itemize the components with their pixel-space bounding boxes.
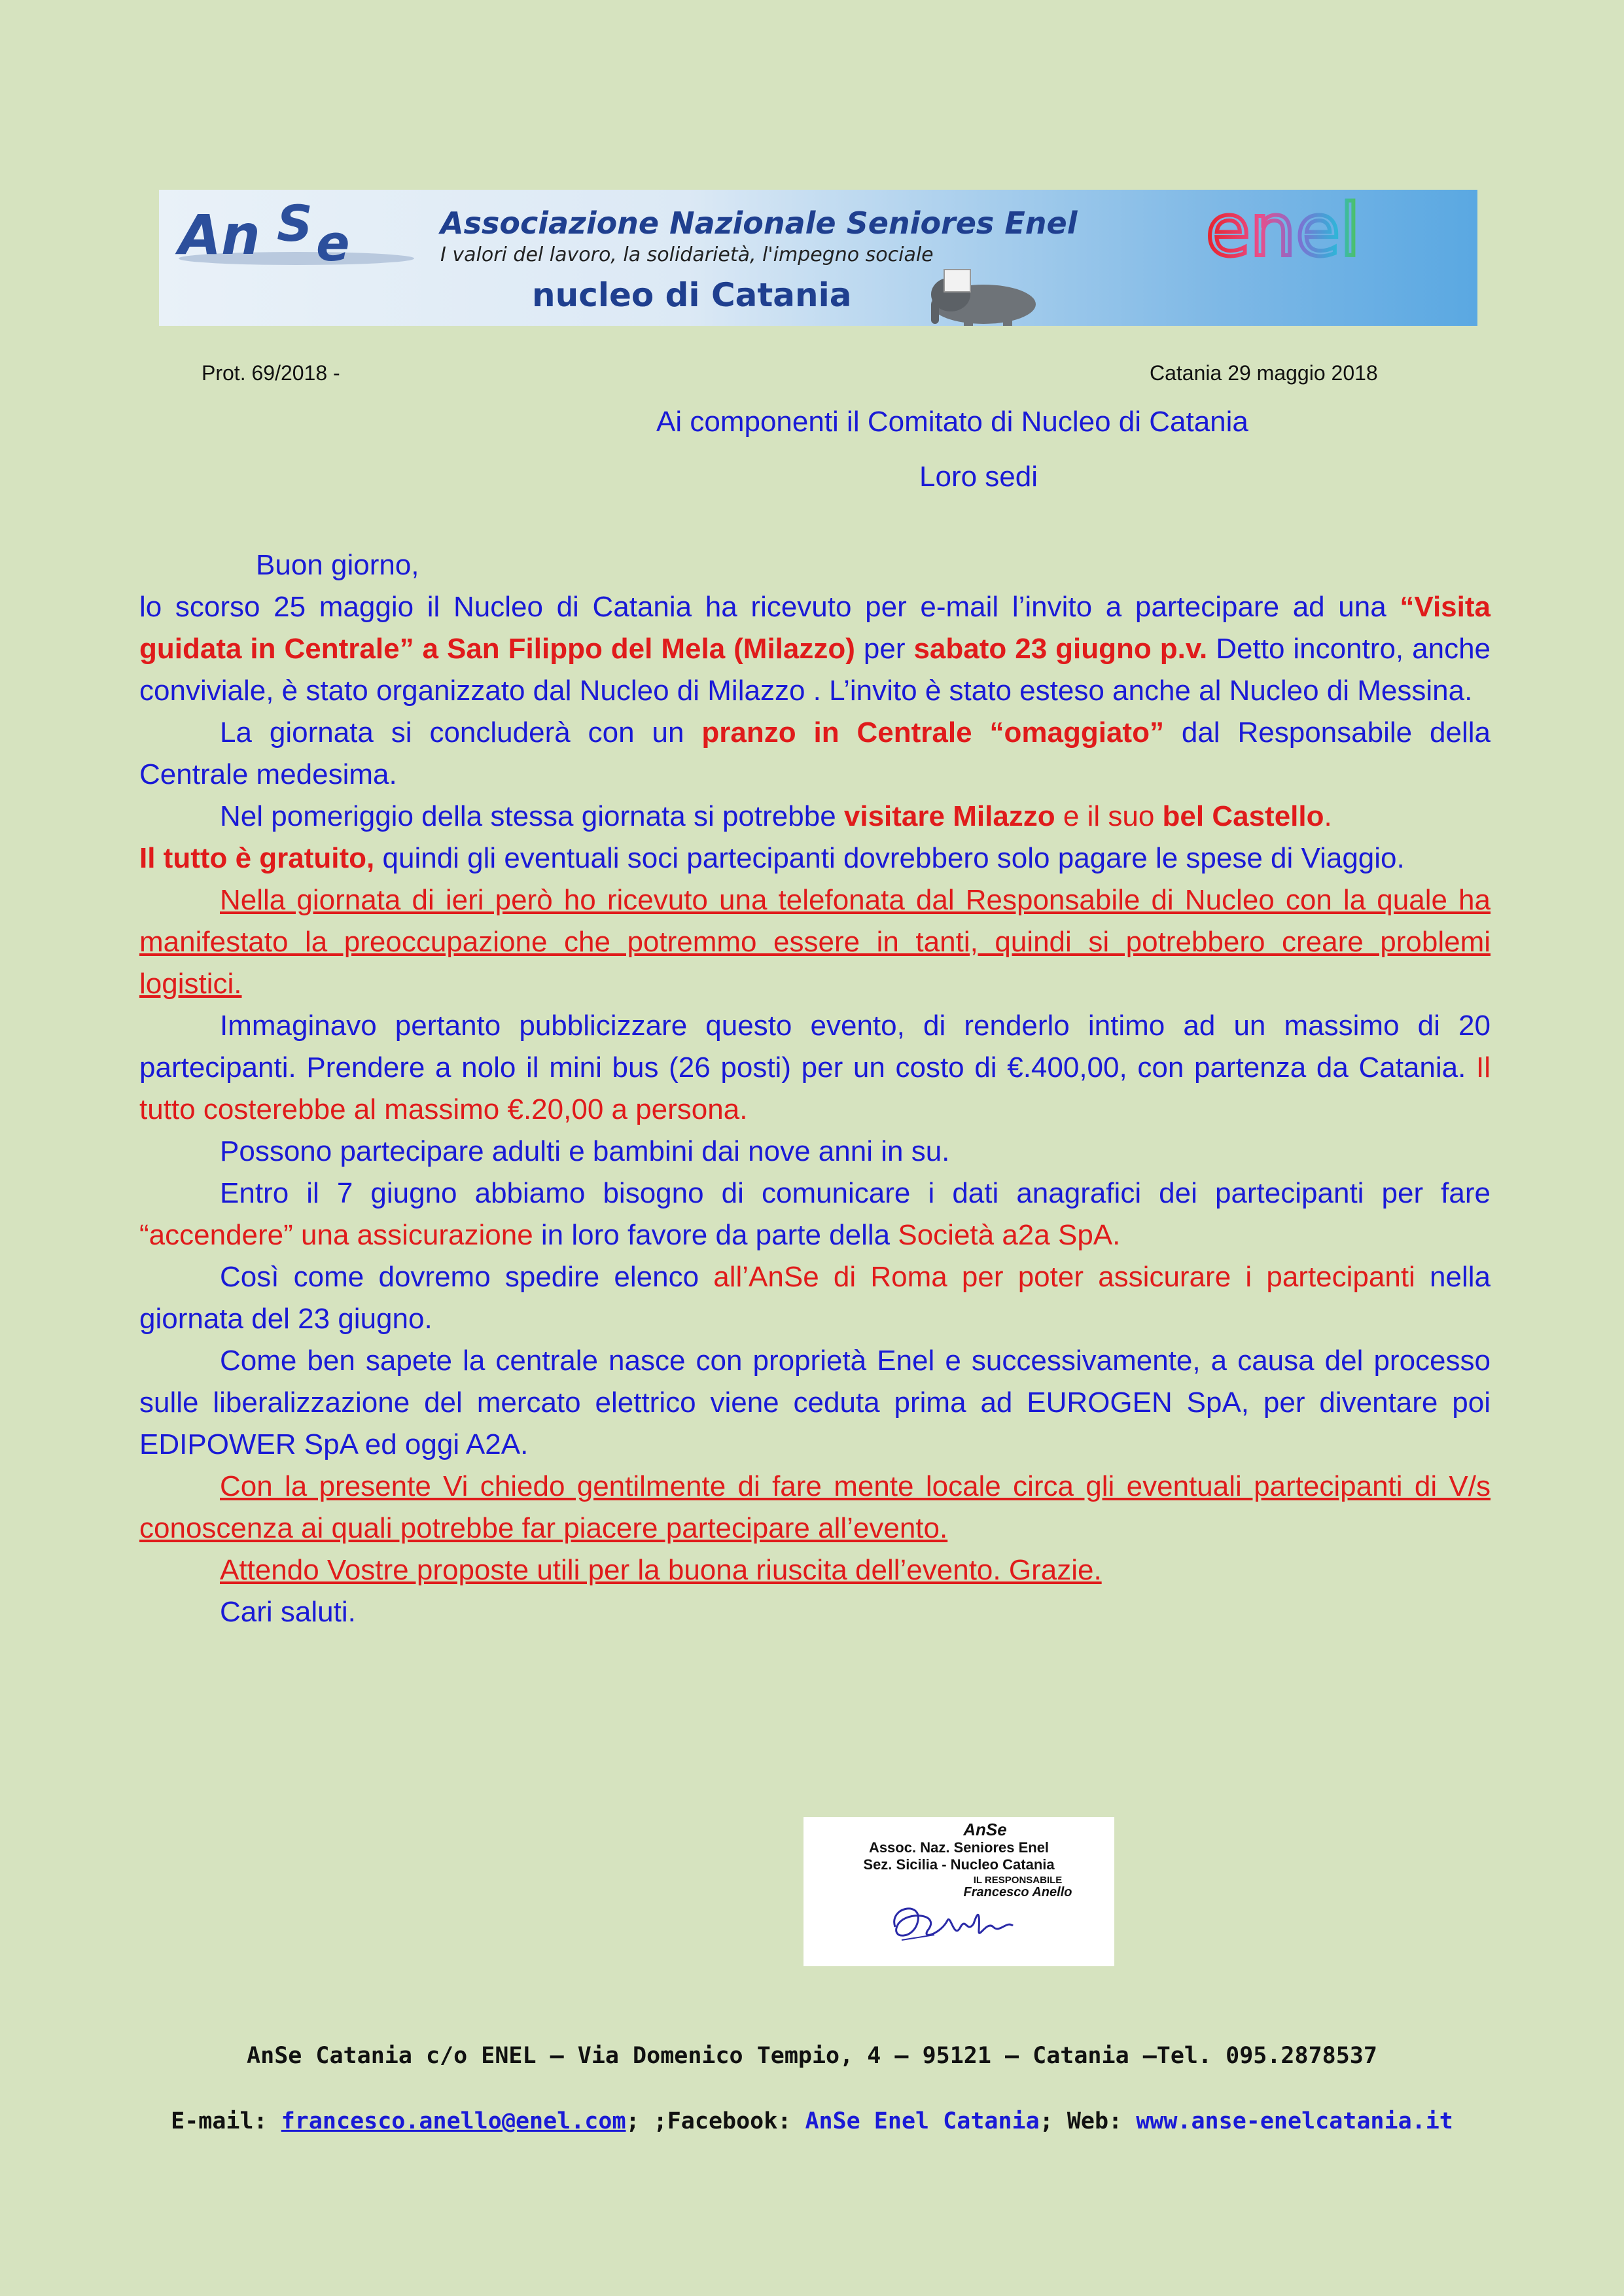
footer-separator: ; ; xyxy=(626,2108,667,2134)
banner-nucleo: nucleo di Catania xyxy=(532,276,852,314)
stamp-logo: AnSe xyxy=(963,1820,1007,1839)
web-label: Web: xyxy=(1067,2108,1137,2134)
svg-text:e: e xyxy=(316,214,350,272)
p2-lunch: pranzo in Centrale “omaggiato” xyxy=(701,716,1164,749)
paragraph-6 xyxy=(139,1005,1491,1131)
elephant-icon xyxy=(905,268,1055,326)
p3-period: . xyxy=(1324,800,1332,832)
p6-cost: Il tutto costerebbe al massimo €.20,00 a persona. xyxy=(139,1051,1491,1125)
p3-text: Nel pomeriggio della stessa giornata si potrebbe xyxy=(220,800,844,832)
protocol-number: Prot. 69/2018 - xyxy=(202,361,340,385)
p1-text-2: per xyxy=(855,633,914,665)
paragraph-5: Nella giornata di ieri però ho ricevuto una telefonata dal Responsabile di Nucleo con la quale ha manifestato la preoccupazione che potremmo essere in tanti, quindi si potrebbero creare problemi logistici. xyxy=(139,884,1491,1000)
p9-text-2: nella giornata del 23 giugno. xyxy=(139,1261,1491,1335)
paragraph-1 xyxy=(139,586,1491,712)
stamp-line-1: Assoc. Naz. Seniores Enel xyxy=(868,1839,1050,1856)
footer-address: AnSe Catania c/o ENEL – Via Domenico Tempio, 4 – 95121 – Catania –Tel. 095.2878537 xyxy=(247,2043,1377,2069)
paragraph-4 xyxy=(139,838,1491,879)
p2-text-2: dal Responsabile della Centrale medesima. xyxy=(139,716,1491,790)
enel-logo-icon xyxy=(1206,196,1468,268)
stamp-line-4: Francesco Anello xyxy=(963,1885,1072,1899)
paragraph-2 xyxy=(139,712,1491,796)
paragraph-12 xyxy=(139,1549,1491,1591)
footer-contacts xyxy=(0,2108,1624,2134)
p1-visit: “Visita guidata in Centrale” a San Filippo del Mela (Milazzo) xyxy=(139,591,1491,665)
p4-free: Il tutto è gratuito, xyxy=(139,842,375,874)
stamp-line-3: IL RESPONSABILE xyxy=(973,1875,1063,1886)
paragraph-11: Con la presente Vi chiedo gentilmente di fare mente locale circa gli eventuali partecipanti di V/s conoscenza ai quali potrebbe far piacere partecipare all’evento. xyxy=(139,1470,1491,1544)
email-link[interactable]: francesco.anello@enel.com xyxy=(281,2108,626,2134)
facebook-link[interactable]: AnSe Enel Catania xyxy=(805,2108,1040,2134)
p8-text: Entro il 7 giugno abbiamo bisogno di comunicare i dati anagrafici dei partecipanti per fare xyxy=(220,1177,1491,1209)
p12-text: Attendo Vostre proposte utili per la buona riuscita dell’evento. Grazie. xyxy=(220,1554,1102,1586)
paragraph-3 xyxy=(139,796,1491,838)
web-link[interactable]: www.anse-enelcatania.it xyxy=(1136,2108,1453,2134)
header-banner xyxy=(159,190,1477,326)
footer-separator-2: ; xyxy=(1039,2108,1067,2134)
svg-text:enel: enel xyxy=(1206,196,1360,268)
closing: Cari saluti. xyxy=(220,1596,356,1628)
letter-date: Catania 29 maggio 2018 xyxy=(1150,361,1378,385)
p3-visit-milazzo: visitare Milazzo xyxy=(843,800,1055,832)
signature-stamp xyxy=(803,1817,1114,1966)
handwritten-signature xyxy=(882,1894,1026,1953)
paragraph-7: Possono partecipare adulti e bambini dai nove anni in su. xyxy=(220,1135,950,1167)
greeting: Buon giorno, xyxy=(256,549,419,581)
p3-castle: bel Castello xyxy=(1162,800,1324,832)
p4-text: quindi gli eventuali soci partecipanti dovrebbero solo pagare le spese di Viaggio. xyxy=(374,842,1405,874)
paragraph-10: Come ben sapete la centrale nasce con proprietà Enel e successivamente, a causa del processo sulle liberalizzazione del mercato elettrico viene ceduta prima ad EUROGEN SpA, per diventare poi EDIPOWER SpA ed oggi A2A. xyxy=(139,1345,1491,1460)
svg-text:An: An xyxy=(179,203,260,267)
p9-text: Così come dovremo spedire elenco xyxy=(220,1261,714,1293)
p9-anse-roma: all’AnSe di Roma per poter assicurare i partecipanti xyxy=(713,1261,1415,1293)
p8-text-2: in loro favore da parte della xyxy=(533,1219,898,1251)
banner-title: Associazione Nazionale Seniores Enel xyxy=(440,205,1078,241)
loro-sedi: Loro sedi xyxy=(919,461,1038,493)
p1-date: sabato 23 giugno p.v. xyxy=(913,633,1208,665)
p8-company: Società a2a SpA. xyxy=(898,1219,1121,1251)
p3-text-2: e il suo xyxy=(1055,800,1163,832)
p1-text-3: Detto incontro, anche conviviale, è stato organizzato dal Nucleo di Milazzo . L’invito è stato esteso anche al Nucleo di Messina. xyxy=(139,633,1491,707)
paragraph-8 xyxy=(139,1173,1491,1256)
email-label: E-mail: xyxy=(171,2108,281,2134)
facebook-label: Facebook: xyxy=(667,2108,805,2134)
letter-body xyxy=(139,544,1491,1633)
stamp-line-2: Sez. Sicilia - Nucleo Catania xyxy=(863,1856,1055,1873)
p6-text: Immaginavo pertanto pubblicizzare questo evento, di renderlo intimo ad un massimo di 20 partecipanti. Prendere a nolo il mini bus (26 posti) per un costo di €.400,00, con partenza da Catania. xyxy=(139,1010,1491,1084)
recipient-line: Ai componenti il Comitato di Nucleo di Catania xyxy=(656,406,1248,438)
p1-text: lo scorso 25 maggio il Nucleo di Catania ha ricevuto per e-mail l’invito a partecipare ad una xyxy=(139,591,1400,623)
p2-text: La giornata si concluderà con un xyxy=(220,716,702,749)
anse-logo-icon xyxy=(172,196,421,275)
svg-text:S: S xyxy=(277,196,313,253)
paragraph-9 xyxy=(139,1256,1491,1340)
banner-subtitle: I valori del lavoro, la solidarietà, l'impegno sociale xyxy=(440,243,934,266)
p8-insurance: “accendere” una assicurazione xyxy=(139,1219,533,1251)
